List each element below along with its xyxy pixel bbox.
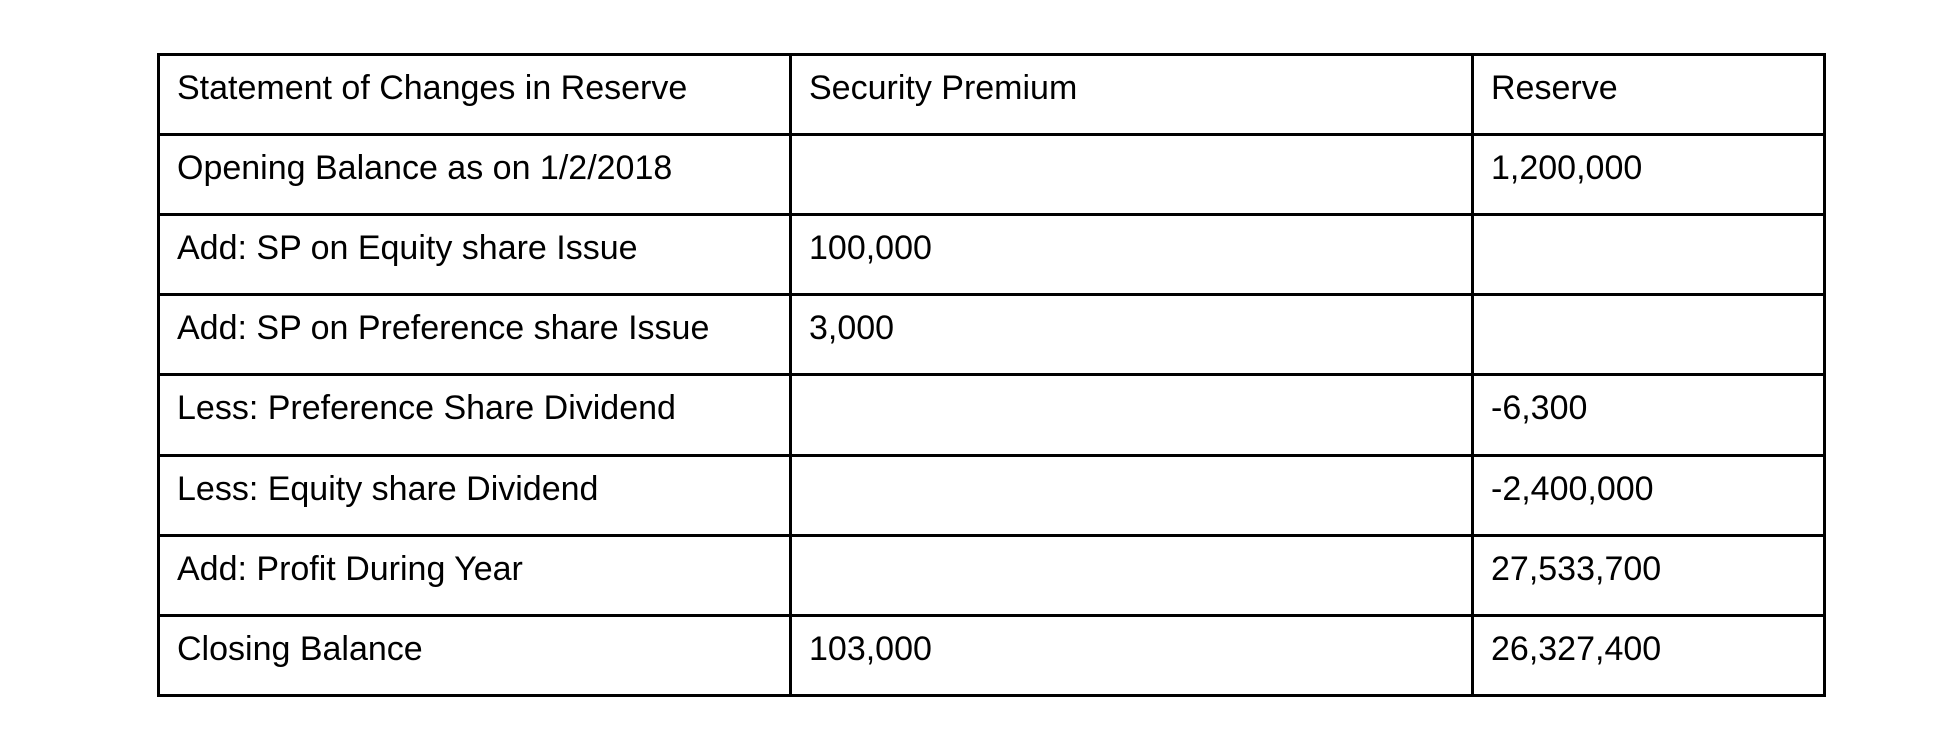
security-premium-value: 3,000 [791,295,1473,375]
table-row [159,375,1825,455]
row-label: Opening Balance as on 1/2/2018 [159,135,791,215]
statement-of-changes-table [157,53,1826,697]
reserve-value: 27,533,700 [1473,535,1825,615]
security-premium-value: 100,000 [791,215,1473,295]
header-row [159,55,1825,135]
reserve-value: -2,400,000 [1473,455,1825,535]
table-body [159,135,1825,696]
security-premium-value [791,535,1473,615]
column-header-security-premium: Security Premium [791,55,1473,135]
security-premium-value [791,375,1473,455]
row-label: Add: Profit During Year [159,535,791,615]
reserve-value: 26,327,400 [1473,615,1825,695]
table-row [159,455,1825,535]
row-label: Closing Balance [159,615,791,695]
security-premium-value: 103,000 [791,615,1473,695]
table-row [159,135,1825,215]
reserve-value [1473,295,1825,375]
reserve-value: -6,300 [1473,375,1825,455]
table-row [159,215,1825,295]
row-label: Less: Equity share Dividend [159,455,791,535]
row-label: Less: Preference Share Dividend [159,375,791,455]
row-label: Add: SP on Preference share Issue [159,295,791,375]
table-row [159,615,1825,695]
column-header-statement: Statement of Changes in Reserve [159,55,791,135]
security-premium-value [791,455,1473,535]
table-row [159,295,1825,375]
table-row [159,535,1825,615]
security-premium-value [791,135,1473,215]
reserve-value [1473,215,1825,295]
column-header-reserve: Reserve [1473,55,1825,135]
row-label: Add: SP on Equity share Issue [159,215,791,295]
reserve-value: 1,200,000 [1473,135,1825,215]
